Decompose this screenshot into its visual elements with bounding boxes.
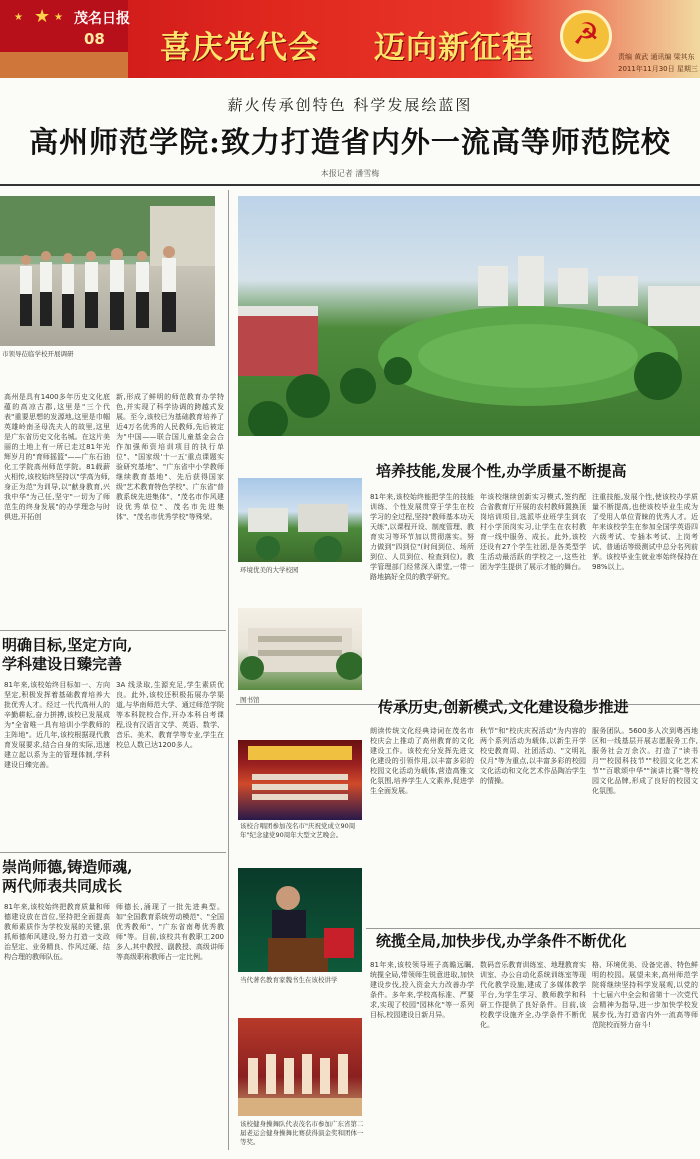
caption-president: 当代著名教育家魏书生在该校讲学 — [240, 976, 338, 984]
quality-paragraph-a: 81年来,该校始终能把学生的技能训练、个性发展贯穿于学生在校学习的全过程,坚持"教师基本功天天练",以课程开设、制度管理、教育实习等环节加以贯彻落实。努力做到"四到位"(时间到位、场所到位、人员到位、检查到位)。教学管理部门经常深入课堂,一带一路地搞好全员的教学研究。 — [370, 493, 474, 581]
people-illustration — [0, 196, 215, 346]
caption-dancers: 该校健身操舞队代表茂名市参加广东省第二届老运会健身操舞比赛获得演金奖和团体一等奖。 — [240, 1120, 364, 1146]
section-divider — [366, 928, 700, 929]
section-title-culture: 传承历史,创新模式,文化建设稳步推进 — [378, 698, 629, 716]
ethics-paragraph-b: 师德长,涌现了一批先进典型。如"全国教育系统劳动模范"、"全国优秀教师"、"广东省南粤优秀教师"等。目前,该校共有教职工200多人,其中教授、副教授、高级讲师等高级职称教师占一定比例。 — [116, 903, 224, 961]
stage-illustration — [238, 740, 362, 820]
slogan-right: 迈向新征程 — [374, 30, 534, 66]
ethics-paragraph-a: 81年来,该校始终把教育质量和师德建设放在首位,坚持把全面提高教师素质作为学校发展的关键,狠抓师德师风建设,努力打造一支政治坚定、业务精良、作风过硬、结构合理的教师队伍。 — [4, 903, 110, 961]
campus-illustration — [238, 196, 700, 436]
culture-paragraph-b: 秋节"和"校庆庆祝活动"为内容的两个系列活动为载体,以新生开学校史教育周、社团活动、"文明礼仪月"等为重点,以丰富多彩的校园文化活动和文化艺术作品陶冶学生的情操。 — [480, 727, 586, 785]
culture-paragraph-c: 服务团队。5600多人次到粤西地区和一线基层开展志愿服务工作,服务社会万余次。打造了"读书月""校园科技节""校园文化艺术节""百歌颂中华""演讲比赛"等校园文化品牌,形成了良好的校园文化氛围。 — [592, 727, 698, 795]
conditions-paragraph-a: 81年来,该校领导班子高瞻远瞩,统揽全局,带领师生锐意进取,加快建设步伐,投入资金大力改善办学条件。多年来,学校高标准、严要求,实现了校园"园林化"等一系列目标,校园建设日新月异。 — [370, 961, 474, 1019]
small-star-icon: ★ — [54, 12, 63, 23]
campus-buildings-illustration — [238, 478, 362, 562]
section-title-line: 两代师表共同成长 — [2, 877, 123, 895]
section-title-ethics — [2, 858, 222, 896]
caption-performance: 该校合唱团参加茂名市"庆祝党成立90周年"纪念建党90周年大型文艺晚会。 — [240, 822, 356, 839]
section-title-line: 学科建设日臻完善 — [2, 655, 123, 673]
page-number: 08 — [84, 30, 105, 48]
section-divider — [0, 852, 226, 853]
dancers-illustration — [238, 1018, 362, 1116]
newspaper-name: 茂名日报 — [74, 11, 130, 27]
discipline-paragraph-a: 81年来,该校始终目标如一、方向坚定,积极发挥着基础教育培养大批优秀人才。经过一代代高州人的辛勤耕耘,奋力拼搏,该校已发展成为"全省唯一具有培训小学教师的主阵地"。近几年,该校根据现代教育发展要求,结合自身的实际,迅速建立起以系为主的管理体制,学科建设日臻完善。 — [4, 681, 110, 769]
conditions-paragraph-c: 格、环境优美、设备完善、特色鲜明的校园。展望未来,高州师范学院将继续坚持科学发展观,以党的十七届六中全会和省第十一次党代会精神为指导,进一步加快学校发展步伐,为打造省内外一流高等师范院校而努力奋斗! — [592, 961, 698, 1029]
issue-date: 2011年11月30日 星期三 — [618, 65, 698, 73]
article-headline: 高州师范学院:致力打造省内外一流高等师范院校 — [29, 125, 671, 159]
small-star-icon: ★ — [14, 12, 23, 23]
quality-paragraph-b: 年该校继续创新实习模式,签约配合省教育厅开展的农村教师置换顶岗培训项目,选派毕业班学生到农村小学顶岗实习,让学生在农村教育一线中服务、成长。此外,该校还设有27个学生社团,是各类型学生活动最活跃的学校之一,这些社团为学生提供了展示才能的舞台。 — [480, 493, 586, 571]
party-emblem-icon: ☭ — [560, 10, 612, 62]
section-divider — [0, 630, 226, 631]
article-subtitle: 薪火传承创特色 科学发展绘蓝图 — [227, 96, 473, 114]
caption-library: 图书馆 — [240, 696, 260, 704]
section-title-line: 崇尚师德,铸造师魂, — [2, 858, 133, 876]
library-illustration — [238, 608, 362, 690]
culture-paragraph-a: 朗读传统文化经典诗词在茂名市校庆会上推动了高州教育的文化建设工作。该校充分发挥先进文化建设的引领作用,以丰富多彩的校园文化活动为载体,营造高雅文化氛围,培养学生人文素养,促进学生全面发展。 — [370, 727, 474, 795]
photo-library — [238, 608, 362, 690]
intro-paragraph-a: 高州是具有1400多年历史文化底蕴的高凉古郡,这里是"三个代表"重要思想的发源地,这里是巾帼英雄岭南圣母冼夫人的故里,这里是广东省历史文化名城。在这片美丽的土地上有一所已走过81年光辉岁月的"育师摇篮"——广东石油化工学院高州师范学院。81载薪火相传,该校始终坚持以"学高为师,身正为范"为训导,以"献身教育,兴我中华"为己任,坚守"一切为了师范生的终身发展"的办学理念与时俱进,开拓创 — [4, 393, 110, 521]
photo-campus-aerial — [238, 196, 700, 436]
section-title-conditions: 统揽全局,加快步伐,办学条件不断优化 — [376, 932, 627, 950]
quality-paragraph-c: 注重技能,发展个性,使该校办学质量不断提高,也使该校毕业生成为了受用人单位青睐的优秀人才。近年来该校学生在参加全国学英语四六级考试、专插本考试、上岗考试、普通话等级测试中总分名列前茅。该校毕业生就业率始终保持在98%以上。 — [592, 493, 698, 571]
star-icon: ★ — [34, 6, 51, 27]
photo-performance — [238, 740, 362, 820]
caption-leaders: 市领导莅临学校开展调研 — [2, 350, 74, 358]
column-divider — [228, 190, 229, 1150]
masthead-banner — [0, 0, 700, 78]
slogan-left: 喜庆党代会 — [160, 30, 320, 66]
photo-leaders — [0, 196, 215, 346]
intro-paragraph-b: 新,形成了鲜明的师范教育办学特色,并实现了科学协调的跨越式发展。至今,该校已为基础教育培养了近4万名优秀的人民教师,先后被定为"中国——联合国儿童基金会合作加强师资培训项目的执行单位"、"国家级'十一五'重点课题实验研究基地"、"广东省中小学教师继续教育基地"、先后获得国家级"艺术教育特色学校"、广东省"普教系统先进集体"、"茂名市作风建设优秀单位"、茂名市先进集体"、"茂名市优秀学校"等殊荣。 — [116, 393, 224, 521]
photo-dance-team — [238, 1018, 362, 1116]
caption-campus: 环境优美的大学校园 — [240, 566, 299, 574]
section-title-quality: 培养技能,发展个性,办学质量不断提高 — [376, 462, 627, 480]
conditions-paragraph-b: 数码音乐教育训练室、地理教育实训室、办公自动化系统训练室等现代化教学设施,建成了多媒体教学平台,为学生学习、教师教学和科研工作提供了良好条件。目前,该校教学设施齐全,办学条件不断优化。 — [480, 961, 586, 1029]
photo-campus-environment — [238, 478, 362, 562]
editor-credits: 责编 黄武 通讯编 梁其东 — [618, 53, 695, 61]
section-title-discipline — [2, 636, 222, 674]
lecturer-illustration — [238, 868, 362, 972]
section-title-line: 明确目标,坚定方向, — [2, 636, 133, 654]
photo-president-lecture — [238, 868, 362, 972]
building-illustration — [0, 52, 128, 78]
article-byline: 本报记者 潘雪梅 — [320, 169, 380, 178]
discipline-paragraph-b: 3A 线录取,生源充足,学生素质优良。此外,该校还积极拓展办学渠道,与华南师范大学、通过师范学院等本科院校合作,开办本科自考课程,设有汉语言文学、英语、数学、音乐、美术、教育学等专业,学生在校总人数已达1200多人。 — [116, 681, 224, 749]
header-rule — [0, 184, 700, 186]
